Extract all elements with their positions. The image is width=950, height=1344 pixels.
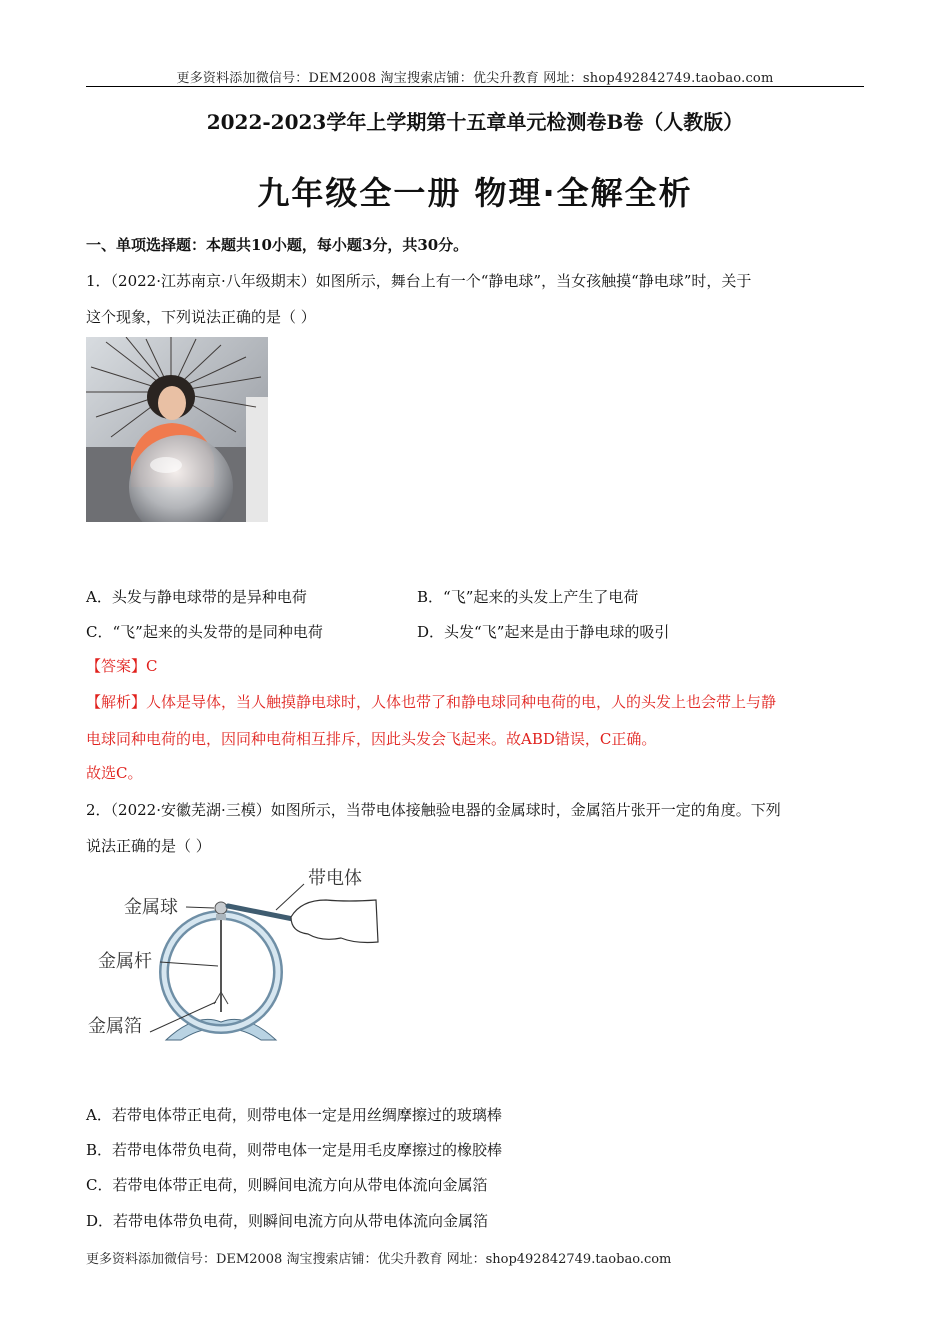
q2-option-b: B．若带电体带负电荷，则带电体一定是用毛皮摩擦过的橡胶棒 — [86, 1141, 503, 1159]
static-ball-photo — [86, 337, 268, 522]
q1-stem-line1: 1．（2022·江苏南京·八年级期末）如图所示，舞台上有一个“静电球”，当女孩触摸“静电球”时，关于 — [86, 272, 752, 290]
q2-option-a: A．若带电体带正电荷，则带电体一定是用丝绸摩擦过的玻璃棒 — [86, 1106, 502, 1124]
q1-option-b: B．“飞”起来的头发上产生了电荷 — [417, 588, 639, 606]
q1-analysis-line1: 【解析】人体是导体，当人触摸静电球时，人体也带了和静电球同种电荷的电，人的头发上也会带上与静 — [86, 693, 777, 711]
page-header: 更多资料添加微信号：DEM2008 淘宝搜索店铺：优尖升教育 网址：shop492842749.taobao.com — [176, 71, 774, 86]
label-metal-rod: 金属杆 — [98, 951, 152, 972]
q2-stem-line2: 说法正确的是（ ） — [86, 837, 211, 855]
page-title: 九年级全一册 物理·全解全析 — [257, 174, 693, 212]
q1-option-a: A．头发与静电球带的是异种电荷 — [86, 588, 307, 606]
q1-option-d: D．头发“飞”起来是由于静电球的吸引 — [417, 623, 670, 641]
page-footer: 更多资料添加微信号：DEM2008 淘宝搜索店铺：优尖升教育 网址：shop492842749.taobao.com — [86, 1252, 672, 1267]
exam-subtitle: 2022-2023学年上学期第十五章单元检测卷B卷（人教版） — [206, 110, 744, 134]
q1-analysis-line2: 电球同种电荷的电，因同种电荷相互排斥，因此头发会飞起来。故ABD错误，C正确。 — [86, 730, 657, 748]
q1-answer: 【答案】C — [86, 657, 158, 675]
q2-option-d: D．若带电体带负电荷，则瞬间电流方向从带电体流向金属箔 — [86, 1212, 489, 1230]
label-charged-body: 带电体 — [308, 868, 362, 889]
q1-option-c: C．“飞”起来的头发带的是同种电荷 — [86, 623, 323, 641]
q2-option-c: C．若带电体带正电荷，则瞬间电流方向从带电体流向金属箔 — [86, 1176, 488, 1194]
label-metal-foil: 金属箔 — [88, 1016, 142, 1037]
q1-conclusion: 故选C。 — [86, 764, 143, 782]
electroscope-diagram — [86, 862, 386, 1072]
q1-stem-line2: 这个现象，下列说法正确的是（ ） — [86, 308, 316, 326]
section-heading: 一、单项选择题：本题共10小题，每小题3分，共30分。 — [86, 236, 469, 254]
q2-stem-line1: 2．（2022·安徽芜湖·三模）如图所示，当带电体接触验电器的金属球时，金属箔片张开一定的角度。下列 — [86, 801, 781, 819]
label-metal-ball: 金属球 — [124, 897, 178, 918]
header-divider — [86, 86, 864, 87]
